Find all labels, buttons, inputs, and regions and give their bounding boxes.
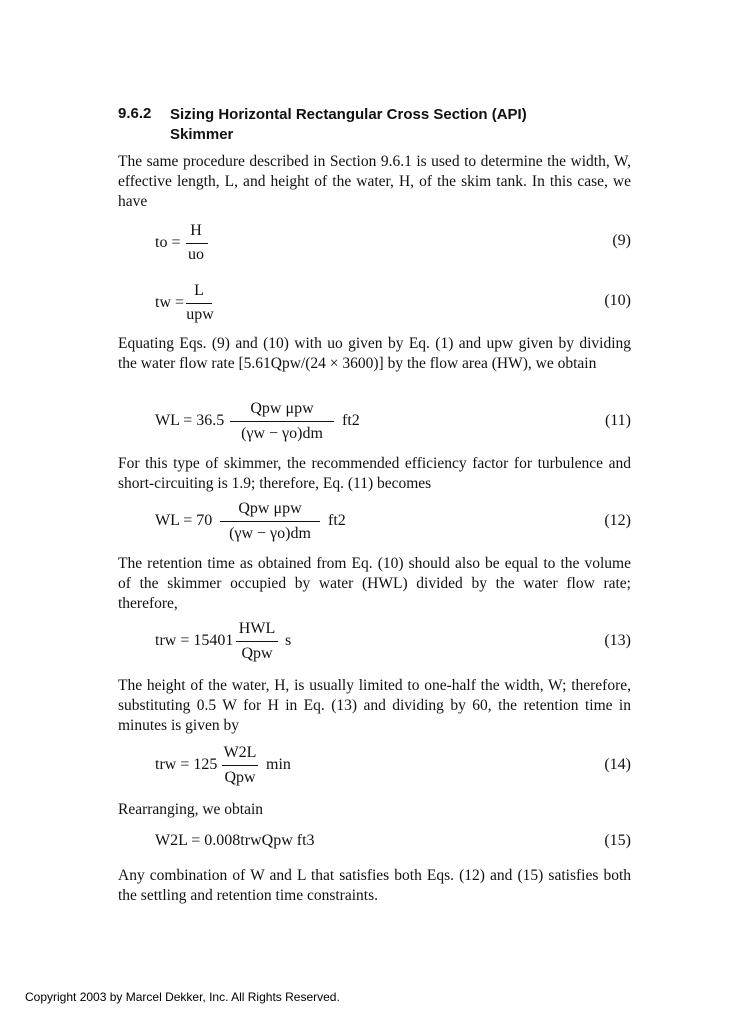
eq12-denominator: (γw − γo)dm xyxy=(229,525,311,542)
paragraph-skimmer-type: For this type of skimmer, the recommended efficiency factor for turbulence and short-circuiting is 1.9; therefore, Eq. (11) becomes xyxy=(118,455,631,492)
eq10-denominator: upw xyxy=(186,306,214,323)
eq13-lhs: trw = 15401 xyxy=(155,632,234,649)
eq9-fraction-bar xyxy=(186,243,208,244)
paragraph-retention: The retention time as obtained from Eq. (10) should also be equal to the volume of the skimmer occupied by water (HWL) divided by the water flow rate; therefore, xyxy=(118,555,631,612)
eq14-number: (14) xyxy=(604,756,631,773)
paragraph-intro: The same procedure described in Section 9.6.1 is used to determine the width, W, effective length, L, and height of the water, H, of the skim tank. In this case, we have xyxy=(118,153,631,210)
equation-11 xyxy=(118,400,631,450)
section-number: 9.6.2 xyxy=(118,105,152,122)
equation-15 xyxy=(118,830,631,854)
eq15-expression: W2L = 0.008trwQpw ft3 xyxy=(155,832,315,849)
eq14-unit: min xyxy=(266,756,291,773)
equation-13 xyxy=(118,620,631,670)
eq14-numerator: W2L xyxy=(223,744,257,761)
eq9-lhs: to = xyxy=(155,234,181,251)
paragraph-conclusion: Any combination of W and L that satisfies both Eqs. (12) and (15) satisfies both the settling and retention time constraints. xyxy=(118,867,631,904)
eq11-number: (11) xyxy=(604,412,631,429)
eq12-lhs: WL = 70 xyxy=(155,512,213,529)
eq12-fraction-bar xyxy=(220,521,320,522)
eq12-numerator: Qpw μpw xyxy=(238,500,302,517)
eq9-denominator: uo xyxy=(188,246,204,263)
eq10-fraction-bar xyxy=(186,303,212,304)
eq13-numerator: HWL xyxy=(238,620,276,637)
eq13-unit: s xyxy=(285,632,292,649)
eq9-number: (9) xyxy=(612,232,631,249)
paragraph-water-height: The height of the water, H, is usually limited to one-half the width, W; therefore, substituting 0.5 W for H in Eq. (13) and dividing by 60, the retention time in minutes is given by xyxy=(118,677,631,734)
eq10-lhs: tw = xyxy=(155,294,185,311)
eq11-numerator: Qpw μpw xyxy=(250,400,314,417)
eq12-unit: ft2 xyxy=(328,512,346,529)
eq14-lhs: trw = 125 xyxy=(155,756,218,773)
eq13-denominator: Qpw xyxy=(241,645,273,662)
section-title: Sizing Horizontal Rectangular Cross Section (API) Skimmer xyxy=(170,106,527,143)
eq13-number: (13) xyxy=(604,632,631,649)
eq10-numerator: L xyxy=(194,282,204,299)
equation-9 xyxy=(118,222,631,272)
equation-10 xyxy=(118,282,631,332)
eq11-unit: ft2 xyxy=(342,412,360,429)
eq14-denominator: Qpw xyxy=(224,769,256,786)
eq14-fraction-bar xyxy=(222,765,258,766)
copyright-notice: Copyright 2003 by Marcel Dekker, Inc. All Rights Reserved. xyxy=(25,990,340,1004)
equation-14 xyxy=(118,744,631,794)
eq13-fraction-bar xyxy=(236,641,278,642)
eq10-number: (10) xyxy=(604,292,631,309)
eq11-fraction-bar xyxy=(230,421,334,422)
eq11-lhs: WL = 36.5 xyxy=(155,412,225,429)
eq12-number: (12) xyxy=(604,512,631,529)
eq9-numerator: H xyxy=(190,222,202,239)
paragraph-rearranging: Rearranging, we obtain xyxy=(118,801,264,818)
eq15-number: (15) xyxy=(604,832,631,849)
equation-12 xyxy=(118,500,631,550)
paragraph-equating: Equating Eqs. (9) and (10) with uo given by Eq. (1) and upw given by dividing the water flow rate [5.61Qpw/(24 × 3600)] by the flow area (HW), we obtain xyxy=(118,335,631,372)
eq11-denominator: (γw − γo)dm xyxy=(241,425,323,442)
